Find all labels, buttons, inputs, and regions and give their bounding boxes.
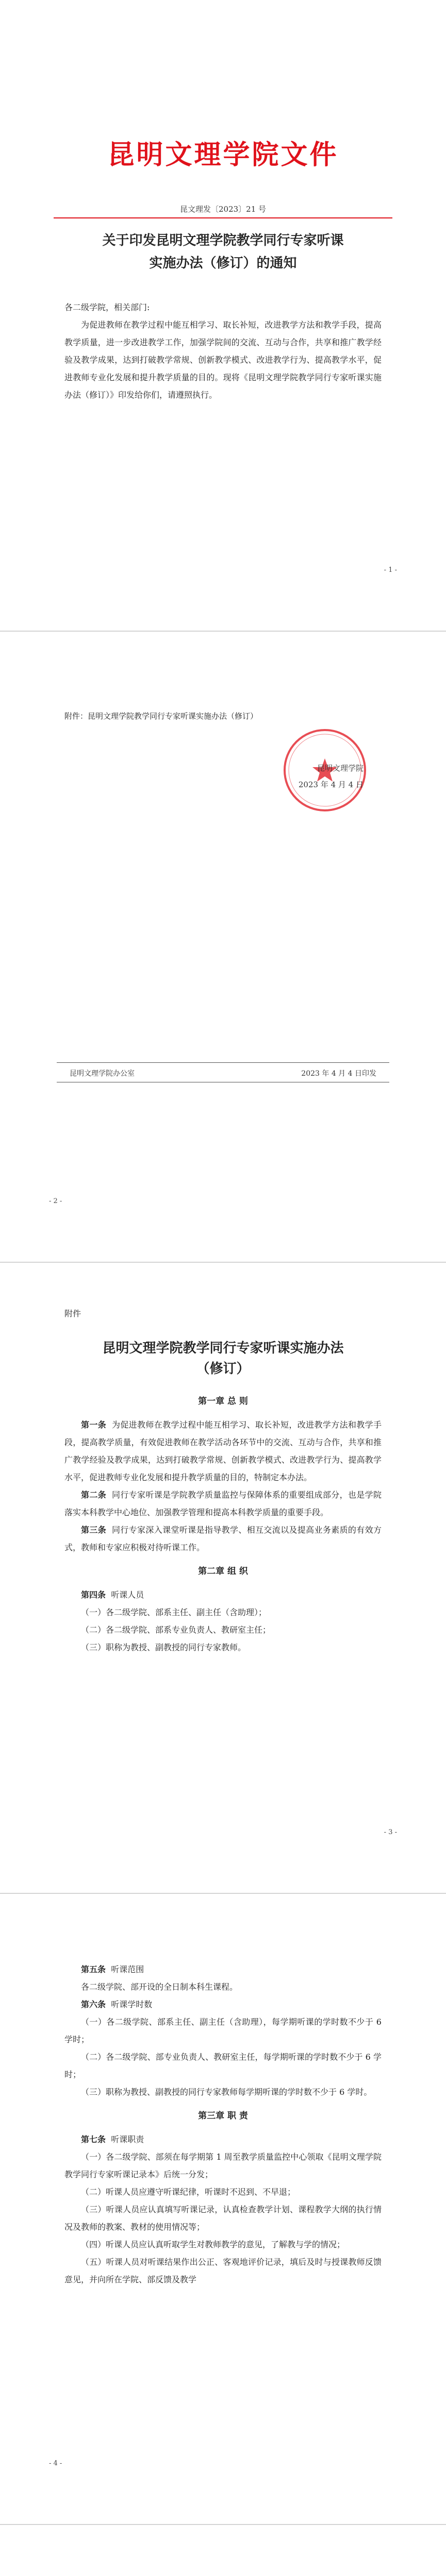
chapter-heading: 第二章 组 织 bbox=[198, 1566, 248, 1577]
list-item: （三）职称为教授、副教授的同行专家教师。 bbox=[81, 1642, 246, 1652]
red-divider bbox=[54, 217, 392, 218]
article-label: 第三条 bbox=[81, 1525, 107, 1535]
list-item: （一）各二级学院、部系主任、副主任（含助理），每学期听课的学时数不少于 6 学时； bbox=[64, 2017, 382, 2044]
article-text: 听课职责 bbox=[111, 2134, 144, 2144]
page-2 bbox=[0, 632, 446, 1262]
list-item: 各二级学院、部开设的全日制本科生课程。 bbox=[81, 1982, 238, 1992]
attachment-label: 附件 bbox=[64, 1309, 81, 1318]
document-title bbox=[64, 1338, 382, 1379]
article-text: 为促进教师在教学过程中能互相学习、取长补短，改进教学方法和教学手段，提高教学质量，有效促进教师在教学活动各环节中的交流、互动与合作，共享和推广教学经验及教学成果，达到打破教学常规、创新教学模式、改进教学行为、提高教学水平，促进教师专业化发展和提升教学质量的目的，特制定本办法。 bbox=[64, 1420, 382, 1482]
article-paragraph bbox=[64, 1996, 382, 2013]
list-item: （四）听课人员应认真听取学生对教师教学的意见，了解教与学的情况； bbox=[81, 2240, 345, 2249]
list-item: （一）各二级学院、部须在每学期第 1 周至教学质量监控中心领取《昆明文理学院教学同行专家听课记录本》后统一分发； bbox=[64, 2152, 382, 2179]
page-number: - 1 - bbox=[384, 566, 397, 574]
article-label: 第四条 bbox=[81, 1590, 106, 1600]
article-paragraph bbox=[64, 1586, 382, 1604]
document-number: 昆文理发〔2023〕21 号 bbox=[179, 205, 267, 214]
list-item: （二）各二级学院、部系专业负责人、教研室主任； bbox=[81, 1625, 271, 1635]
signature-org: 昆明文理学院 bbox=[317, 764, 364, 773]
page-number: - 2 - bbox=[49, 1197, 62, 1205]
article-paragraph bbox=[64, 1521, 382, 1556]
document-title-line-1: 昆明文理学院教学同行专家听课实施办法 bbox=[102, 1341, 344, 1356]
notice-title-line-2: 实施办法（修订）的通知 bbox=[149, 256, 297, 271]
article-text: 听课人员 bbox=[111, 1590, 144, 1600]
footer-office: 昆明文理学院办公室 bbox=[70, 1070, 135, 1078]
footer-date: 2023 年 4 月 4 日印发 bbox=[301, 1070, 376, 1078]
page-4-body bbox=[64, 1961, 382, 2289]
page-4 bbox=[0, 1894, 446, 2524]
article-label: 第二条 bbox=[81, 1490, 107, 1500]
document-title-line-2: （修订） bbox=[196, 1361, 250, 1377]
notice-title bbox=[67, 229, 379, 275]
page-5 bbox=[0, 2525, 446, 2576]
salutation: 各二级学院，相关部门: bbox=[64, 302, 150, 312]
chapter-heading: 第三章 职 责 bbox=[198, 2111, 248, 2121]
notice-title-line-1: 关于印发昆明文理学院教学同行专家听课 bbox=[102, 233, 344, 248]
article-label: 第五条 bbox=[81, 1964, 106, 1974]
signature-date: 2023 年 4 月 4 日 bbox=[298, 780, 364, 789]
list-item: （一）各二级学院、部系主任、副主任（含助理）； bbox=[81, 1607, 267, 1617]
page-1 bbox=[0, 0, 446, 631]
article-text: 听课范围 bbox=[111, 1964, 144, 1974]
page-number: - 3 - bbox=[384, 1828, 397, 1836]
article-paragraph bbox=[64, 1961, 382, 1978]
article-paragraph bbox=[64, 2131, 382, 2148]
article-text: 同行专家听课是学院教学质量监控与保障体系的重要组成部分，也是学院落实本科教学中心地位、加强教学管理和提高本科教学质量的重要手段。 bbox=[64, 1490, 382, 1517]
signature-block bbox=[299, 760, 364, 793]
chapter-heading: 第一章 总 则 bbox=[198, 1396, 248, 1406]
document-header-title: 昆明文理学院文件 bbox=[107, 139, 339, 171]
notice-body bbox=[64, 299, 382, 404]
list-item: （五）听课人员对听课结果作出公正、客观地评价记录，填后及时与授课教师反馈意见，并向所在学院、部反馈及教学 bbox=[64, 2257, 382, 2284]
article-text: 同行专家深入课堂听课是指导教学、相互交流以及提高业务素质的有效方式，教师和专家应积极对待听课工作。 bbox=[64, 1525, 382, 1552]
attachment-line: 附件：昆明文理学院教学同行专家听课实施办法（修订） bbox=[64, 711, 258, 721]
article-paragraph bbox=[64, 1416, 382, 1486]
list-item: （三）职称为教授、副教授的同行专家教师每学期听课的学时数不少于 6 学时。 bbox=[81, 2087, 372, 2097]
list-item: （二）各二级学院、部专业负责人、教研室主任，每学期听课的学时数不少于 6 学时； bbox=[64, 2052, 382, 2079]
article-label: 第六条 bbox=[81, 1999, 106, 2009]
footer-rule-top bbox=[57, 1062, 389, 1063]
attachment-body bbox=[64, 1305, 382, 1656]
article-label: 第一条 bbox=[81, 1420, 107, 1430]
article-text: 听课学时数 bbox=[111, 1999, 153, 2009]
article-paragraph bbox=[64, 1486, 382, 1521]
article-label: 第七条 bbox=[81, 2134, 106, 2144]
list-item: （二）听课人员应遵守听课纪律，听课时不迟到、不早退； bbox=[81, 2187, 296, 2197]
notice-paragraph: 为促进教师在教学过程中能互相学习、取长补短，改进教学方法和教学手段，提高教学质量，进一步改进教学工作，加强学院间的交流、互动与合作，共享和推广教学经验及教学成果，达到打破教学常规、创新教学模式、改进教学行为、提高教学水平，促进教师专业化发展和提升教学质量的目的。现将《昆明文理学院教学同行专家听课实施办法（修订）》印发给你们，请遵照执行。 bbox=[64, 320, 382, 400]
page-3 bbox=[0, 1263, 446, 1893]
page-number: - 4 - bbox=[49, 2460, 62, 2467]
list-item: （三）听课人员应认真填写听课记录，认真检查教学计划、课程教学大纲的执行情况及教师的教案、教材的使用情况等； bbox=[64, 2205, 382, 2232]
